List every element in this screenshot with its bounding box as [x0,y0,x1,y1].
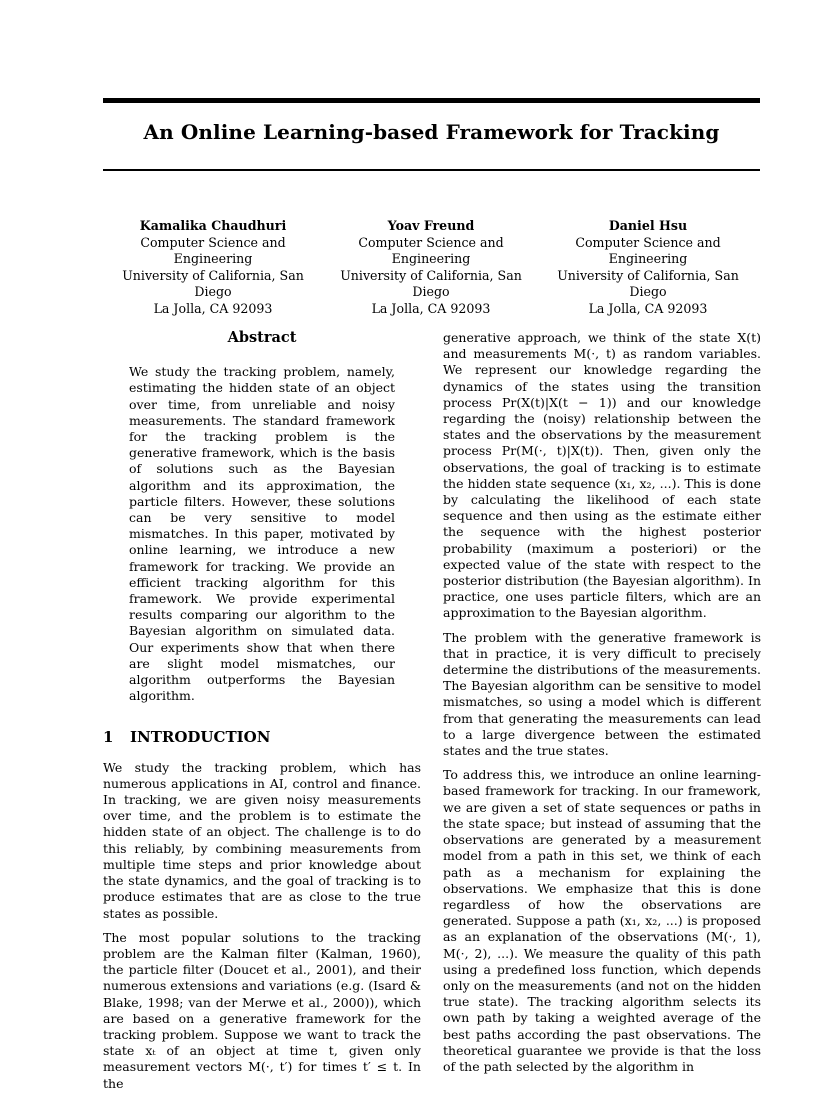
paper-title: An Online Learning-based Framework for Tracking [143,120,720,144]
author-address: La Jolla, CA 92093 [371,300,491,316]
right-column [443,330,761,1083]
author-department: Computer Science and Engineering [140,234,286,266]
intro-paragraph-2: The most popular solutions to the tracking problem are the Kalman filter (Kalman, 1960), the particle filter (Doucet et al., 2001), and their numerous extensions and variations (e.g. (Isard & Blake, 1998; van der Merwe et al., 2000)), which are based on a generative framework for the tracking problem. Suppose we want to track the state xₜ of an object at time t, given only measurement vectors M(·, t′) for times t′ ≤ t. In the [103,929,421,1091]
abstract-text: We study the tracking problem, namely, estimating the hidden state of an object over time, from unreliable and noisy measurements. The standard framework for the tracking problem is the generative framework, which is the basis of solutions such as the Bayesian algorithm and its approximation, the particle filters. However, these solutions can be very sensitive to model mismatches. In this paper, motivated by online learning, we introduce a new framework for tracking. We provide an efficient tracking algorithm for this framework. We provide experimental results comparing our algorithm to the Bayesian algorithm on simulated data. Our experiments show that when there are slight model mismatches, our algorithm outperforms the Bayesian algorithm. [129,364,395,704]
author-department: Computer Science and Engineering [575,234,721,266]
author-name: Daniel Hsu [608,218,688,233]
body-paragraph-1: generative approach, we think of the state X(t) and measurements M(·, t) as random variables. We represent our knowledge regarding the dynamics of the states using the transition process Pr(X(t)|X(t − 1)) and our knowledge regarding the (noisy) relationship between the states and the observations by the measurement process Pr(M(·, t)|X(t)). Then, given only the observations, the goal of tracking is to estimate the hidden state sequence (x₁, x₂, ...). This is done by calculating the likelihood of each state sequence and then using as the estimate either the sequence with the highest posterior probability (maximum a posteriori) or the expected value of the state with respect to the posterior distribution (the Bayesian algorithm). In practice, one uses particle filters, which are an approximation to the Bayesian algorithm. [443,330,761,621]
author-university: University of California, San Diego [340,267,522,299]
author-name: Yoav Freund [387,218,475,233]
author-address: La Jolla, CA 92093 [588,300,708,316]
author-address: La Jolla, CA 92093 [153,300,273,316]
author-2 [321,218,541,317]
title-rule-bottom [103,169,760,171]
section-heading [103,729,421,745]
author-university: University of California, San Diego [122,267,304,299]
body-paragraph-2: The problem with the generative framework is that in practice, it is very difficult to precisely determine the distributions of the measurements. The Bayesian algorithm can be sensitive to model mismatches, so using a model which is different from that generating the measurements can lead to a large divergence between the estimated states and the true states. [443,629,761,759]
left-column [103,330,421,1100]
intro-paragraph-1: We study the tracking problem, which has numerous applications in AI, control and finance. In tracking, we are given noisy measurements over time, and the problem is to estimate the hidden state of an object. The challenge is to do this reliably, by combining measurements from multiple time steps and prior knowledge about the state dynamics, and the goal of tracking is to produce estimates that are as close to the true states as possible. [103,759,421,921]
section-number: 1 [103,728,114,747]
author-department: Computer Science and Engineering [358,234,504,266]
section-title: INTRODUCTION [130,728,271,747]
author-1 [103,218,323,317]
author-block [103,218,760,316]
author-3 [538,218,758,317]
author-university: University of California, San Diego [557,267,739,299]
author-name: Kamalika Chaudhuri [139,218,287,233]
title-rule-top [103,98,760,103]
body-paragraph-3: To address this, we introduce an online learning-based framework for tracking. In our framework, we are given a set of state sequences or paths in the state space; but instead of assuming that the observations are generated by a measurement model from a path in this set, we think of each path as a mechanism for explaining the observations. We emphasize that this is done regardless of how the observations are generated. Suppose a path (x₁, x₂, ...) is proposed as an explanation of the observations (M(·, 1), M(·, 2), ...). We measure the quality of this path using a predefined loss function, which depends only on the measurements (and not on the hidden true state). The tracking algorithm selects its own path by taking a weighted average of the best paths according the past observations. The theoretical guarantee we provide is that the loss of the path selected by the algorithm in [443,767,761,1074]
abstract-heading: Abstract [227,329,297,346]
